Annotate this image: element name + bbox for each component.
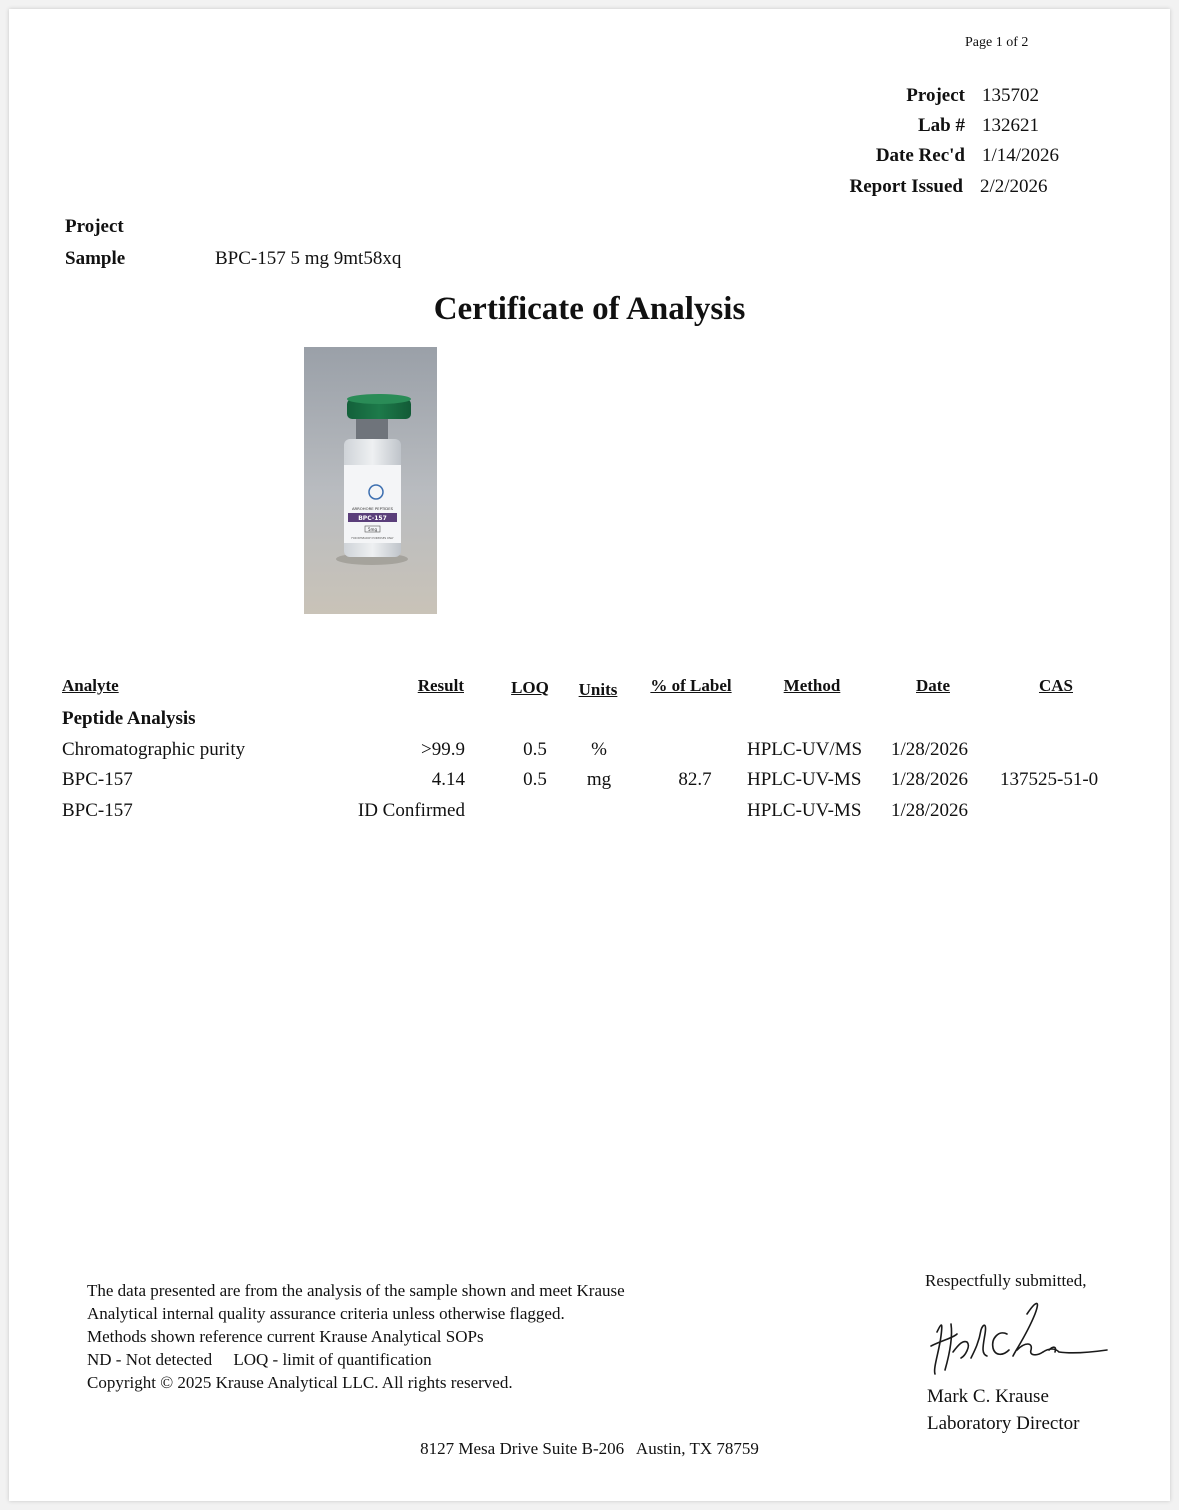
cell-result: >99.9	[421, 739, 465, 760]
cell-loq: 0.5	[523, 739, 547, 760]
client-project-label: Project	[65, 216, 124, 237]
footer-notes	[87, 1279, 625, 1394]
cell-analyte: BPC-157	[62, 800, 133, 821]
col-header-method: Method	[783, 676, 841, 695]
signer-block	[927, 1383, 1079, 1437]
meta-report-issued-value: 2/2/2026	[980, 176, 1048, 197]
cell-method: HPLC-UV-MS	[747, 800, 862, 821]
report-page	[9, 9, 1170, 1501]
closing-text: Respectfully submitted,	[925, 1271, 1087, 1290]
meta-lab-value: 132621	[982, 115, 1039, 136]
cell-date: 1/28/2026	[891, 739, 969, 760]
meta-lab-label: Lab #	[918, 115, 965, 136]
meta-project-value: 135702	[982, 85, 1039, 106]
cell-date: 1/28/2026	[891, 769, 969, 790]
document-title: Certificate of Analysis	[433, 291, 746, 327]
footer-note-line: Analytical internal quality assurance criteria unless otherwise flagged.	[87, 1304, 565, 1323]
client-sample-label: Sample	[65, 248, 126, 269]
svg-text:ARROHORE PEPTIDES: ARROHORE PEPTIDES	[351, 506, 394, 511]
cell-method: HPLC-UV-MS	[747, 769, 862, 790]
meta-project-label: Project	[906, 85, 965, 106]
cell-analyte: Chromatographic purity	[62, 739, 246, 760]
svg-text:FOR RESEARCH PURPOSES ONLY: FOR RESEARCH PURPOSES ONLY	[351, 537, 394, 540]
cell-cas: 137525-51-0	[1000, 769, 1099, 790]
meta-report-issued-label: Report Issued	[849, 176, 963, 197]
col-header-loq: LOQ	[511, 678, 549, 697]
footer-note-line: The data presented are from the analysis of the sample shown and meet Krause	[87, 1281, 625, 1300]
meta-date-received-value: 1/14/2026	[982, 145, 1060, 166]
signer-title: Laboratory Director	[927, 1413, 1080, 1434]
col-header-result: Result	[417, 676, 464, 695]
cell-loq: 0.5	[523, 769, 547, 790]
cell-units: mg	[586, 769, 612, 790]
cell-result: 4.14	[431, 769, 465, 790]
footer-note-line: Methods shown reference current Krause Analytical SOPs	[87, 1327, 484, 1346]
client-sample-value: BPC-157 5 mg 9mt58xq	[215, 248, 402, 269]
lab-address: 8127 Mesa Drive Suite B-206 Austin, TX 78759	[420, 1439, 759, 1458]
section-heading: Peptide Analysis	[62, 708, 196, 729]
meta-date-received-label: Date Rec'd	[875, 145, 965, 166]
col-header-units: Units	[578, 680, 618, 699]
sample-vial-photo	[304, 347, 437, 614]
col-header-analyte: Analyte	[62, 676, 119, 695]
page-indicator: Page 1 of 2	[965, 35, 1029, 50]
signature-icon	[923, 1294, 1113, 1384]
svg-text:5mg: 5mg	[368, 527, 377, 532]
svg-text:BPC-157: BPC-157	[358, 515, 387, 522]
cell-result: ID Confirmed	[357, 800, 465, 821]
col-header-percent-label: % of Label	[650, 676, 732, 695]
footer-note-line: ND - Not detected LOQ - limit of quantification	[87, 1350, 432, 1369]
cell-percent-label: 82.7	[678, 769, 712, 790]
col-header-cas: CAS	[1038, 676, 1073, 695]
col-header-date: Date	[916, 676, 950, 695]
cell-method: HPLC-UV/MS	[747, 739, 863, 760]
cell-date: 1/28/2026	[891, 800, 969, 821]
signer-name: Mark C. Krause	[927, 1386, 1049, 1407]
cell-analyte: BPC-157	[62, 769, 133, 790]
footer-note-line: Copyright © 2025 Krause Analytical LLC. All rights reserved.	[87, 1373, 513, 1392]
cell-units: %	[591, 739, 607, 760]
